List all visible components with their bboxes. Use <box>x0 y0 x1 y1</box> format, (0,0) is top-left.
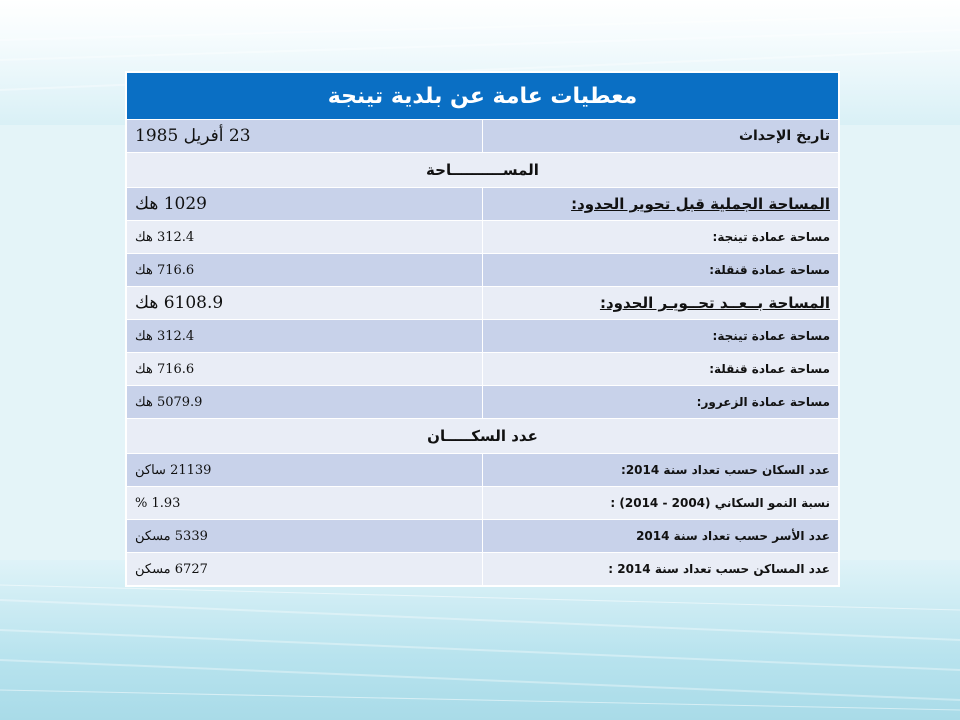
table-header-row <box>127 73 839 120</box>
section-title: المســــــــــاحة <box>127 153 839 188</box>
row-value: 312.4 هك <box>127 320 483 353</box>
row-label: تاريخ الإحداث <box>483 120 839 153</box>
row-label: المساحة الجملية قبل تحوير الحدود: <box>483 188 839 221</box>
row-value: 1.93 % <box>127 487 483 520</box>
row-value: 23 أفريل 1985 <box>127 120 483 153</box>
table-row <box>127 386 839 419</box>
row-label: مساحة عمادة تينجة: <box>483 221 839 254</box>
row-label: عدد السكان حسب تعداد سنة 2014: <box>483 454 839 487</box>
data-table-card <box>125 71 840 587</box>
table-row <box>127 254 839 287</box>
table-row <box>127 487 839 520</box>
row-value: 6108.9 هك <box>127 287 483 320</box>
row-value: 5339 مسكن <box>127 520 483 553</box>
section-header-row <box>127 153 839 188</box>
row-value: 5079.9 هك <box>127 386 483 419</box>
table-row <box>127 120 839 153</box>
row-value: 6727 مسكن <box>127 553 483 586</box>
table-title: معطيات عامة عن بلدية تينجة <box>127 73 839 120</box>
table-row <box>127 353 839 386</box>
row-value: 716.6 هك <box>127 353 483 386</box>
row-label: مساحة عمادة قنقلة: <box>483 254 839 287</box>
row-label: المساحة بــعــد تحــويـر الحدود: <box>483 287 839 320</box>
row-value: 1029 هك <box>127 188 483 221</box>
table-row <box>127 221 839 254</box>
municipality-data-table <box>126 72 839 586</box>
row-label: مساحة عمادة الزعرور: <box>483 386 839 419</box>
row-value: 716.6 هك <box>127 254 483 287</box>
row-label: عدد المساكن حسب تعداد سنة 2014 : <box>483 553 839 586</box>
table-row <box>127 287 839 320</box>
section-title: عدد السكـــــان <box>127 419 839 454</box>
table-row <box>127 320 839 353</box>
table-row <box>127 454 839 487</box>
table-row <box>127 520 839 553</box>
section-header-row <box>127 419 839 454</box>
row-value: 312.4 هك <box>127 221 483 254</box>
table-row <box>127 553 839 586</box>
row-value: 21139 ساكن <box>127 454 483 487</box>
row-label: مساحة عمادة تينجة: <box>483 320 839 353</box>
table-row <box>127 188 839 221</box>
row-label: نسبة النمو السكاني (2004 - 2014) : <box>483 487 839 520</box>
row-label: مساحة عمادة قنقلة: <box>483 353 839 386</box>
row-label: عدد الأسر حسب تعداد سنة 2014 <box>483 520 839 553</box>
